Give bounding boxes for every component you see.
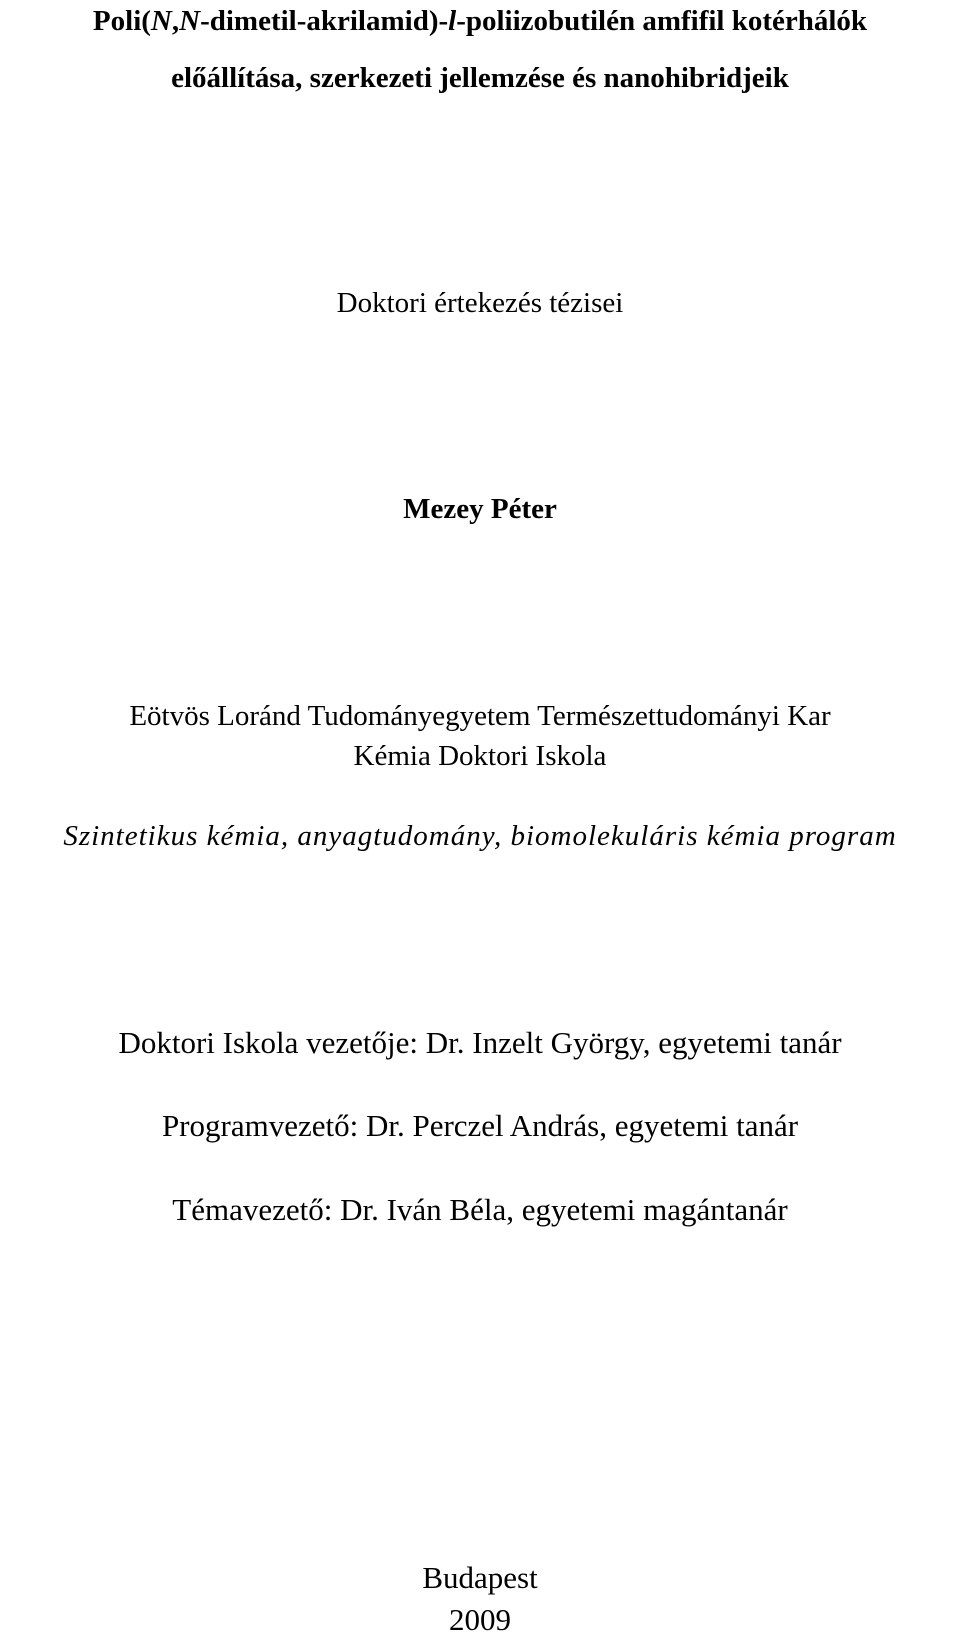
title-prefix: Poli( [92,5,151,37]
institution-faculty: Eötvös Loránd Tudományegyetem Természettudományi Kar [129,700,831,732]
place: Budapest [422,1560,538,1595]
title-middle: -dimetil-akrilamid)- [200,5,449,37]
year: 2009 [449,1602,511,1637]
institution-doctoral-school: Kémia Doktori Iskola [353,740,607,772]
doctoral-school-head: Doktori Iskola vezetője: Dr. Inzelt György, egyetemi tanár [118,1025,842,1060]
title-italic-l: l [448,5,457,37]
supervisor: Témavezető: Dr. Iván Béla, egyetemi magántanár [172,1192,788,1227]
title-italic-n-second: N [179,5,201,37]
document-subtitle: Doktori értekezés tézisei [336,287,624,319]
title-suffix: -poliizobutilén amfifil kotérhálók [456,5,868,37]
title-italic-n-first: N [150,5,172,37]
thesis-title-line-2: előállítása, szerkezeti jellemzése és nanohibridjeik [171,62,789,94]
title-comma: , [171,5,180,37]
program-head: Programvezető: Dr. Perczel András, egyetemi tanár [161,1108,799,1143]
author-name: Mezey Péter [403,493,557,525]
thesis-title-line-1 [0,7,960,36]
doctoral-program: Szintetikus kémia, anyagtudomány, biomolekuláris kémia program [63,820,897,852]
